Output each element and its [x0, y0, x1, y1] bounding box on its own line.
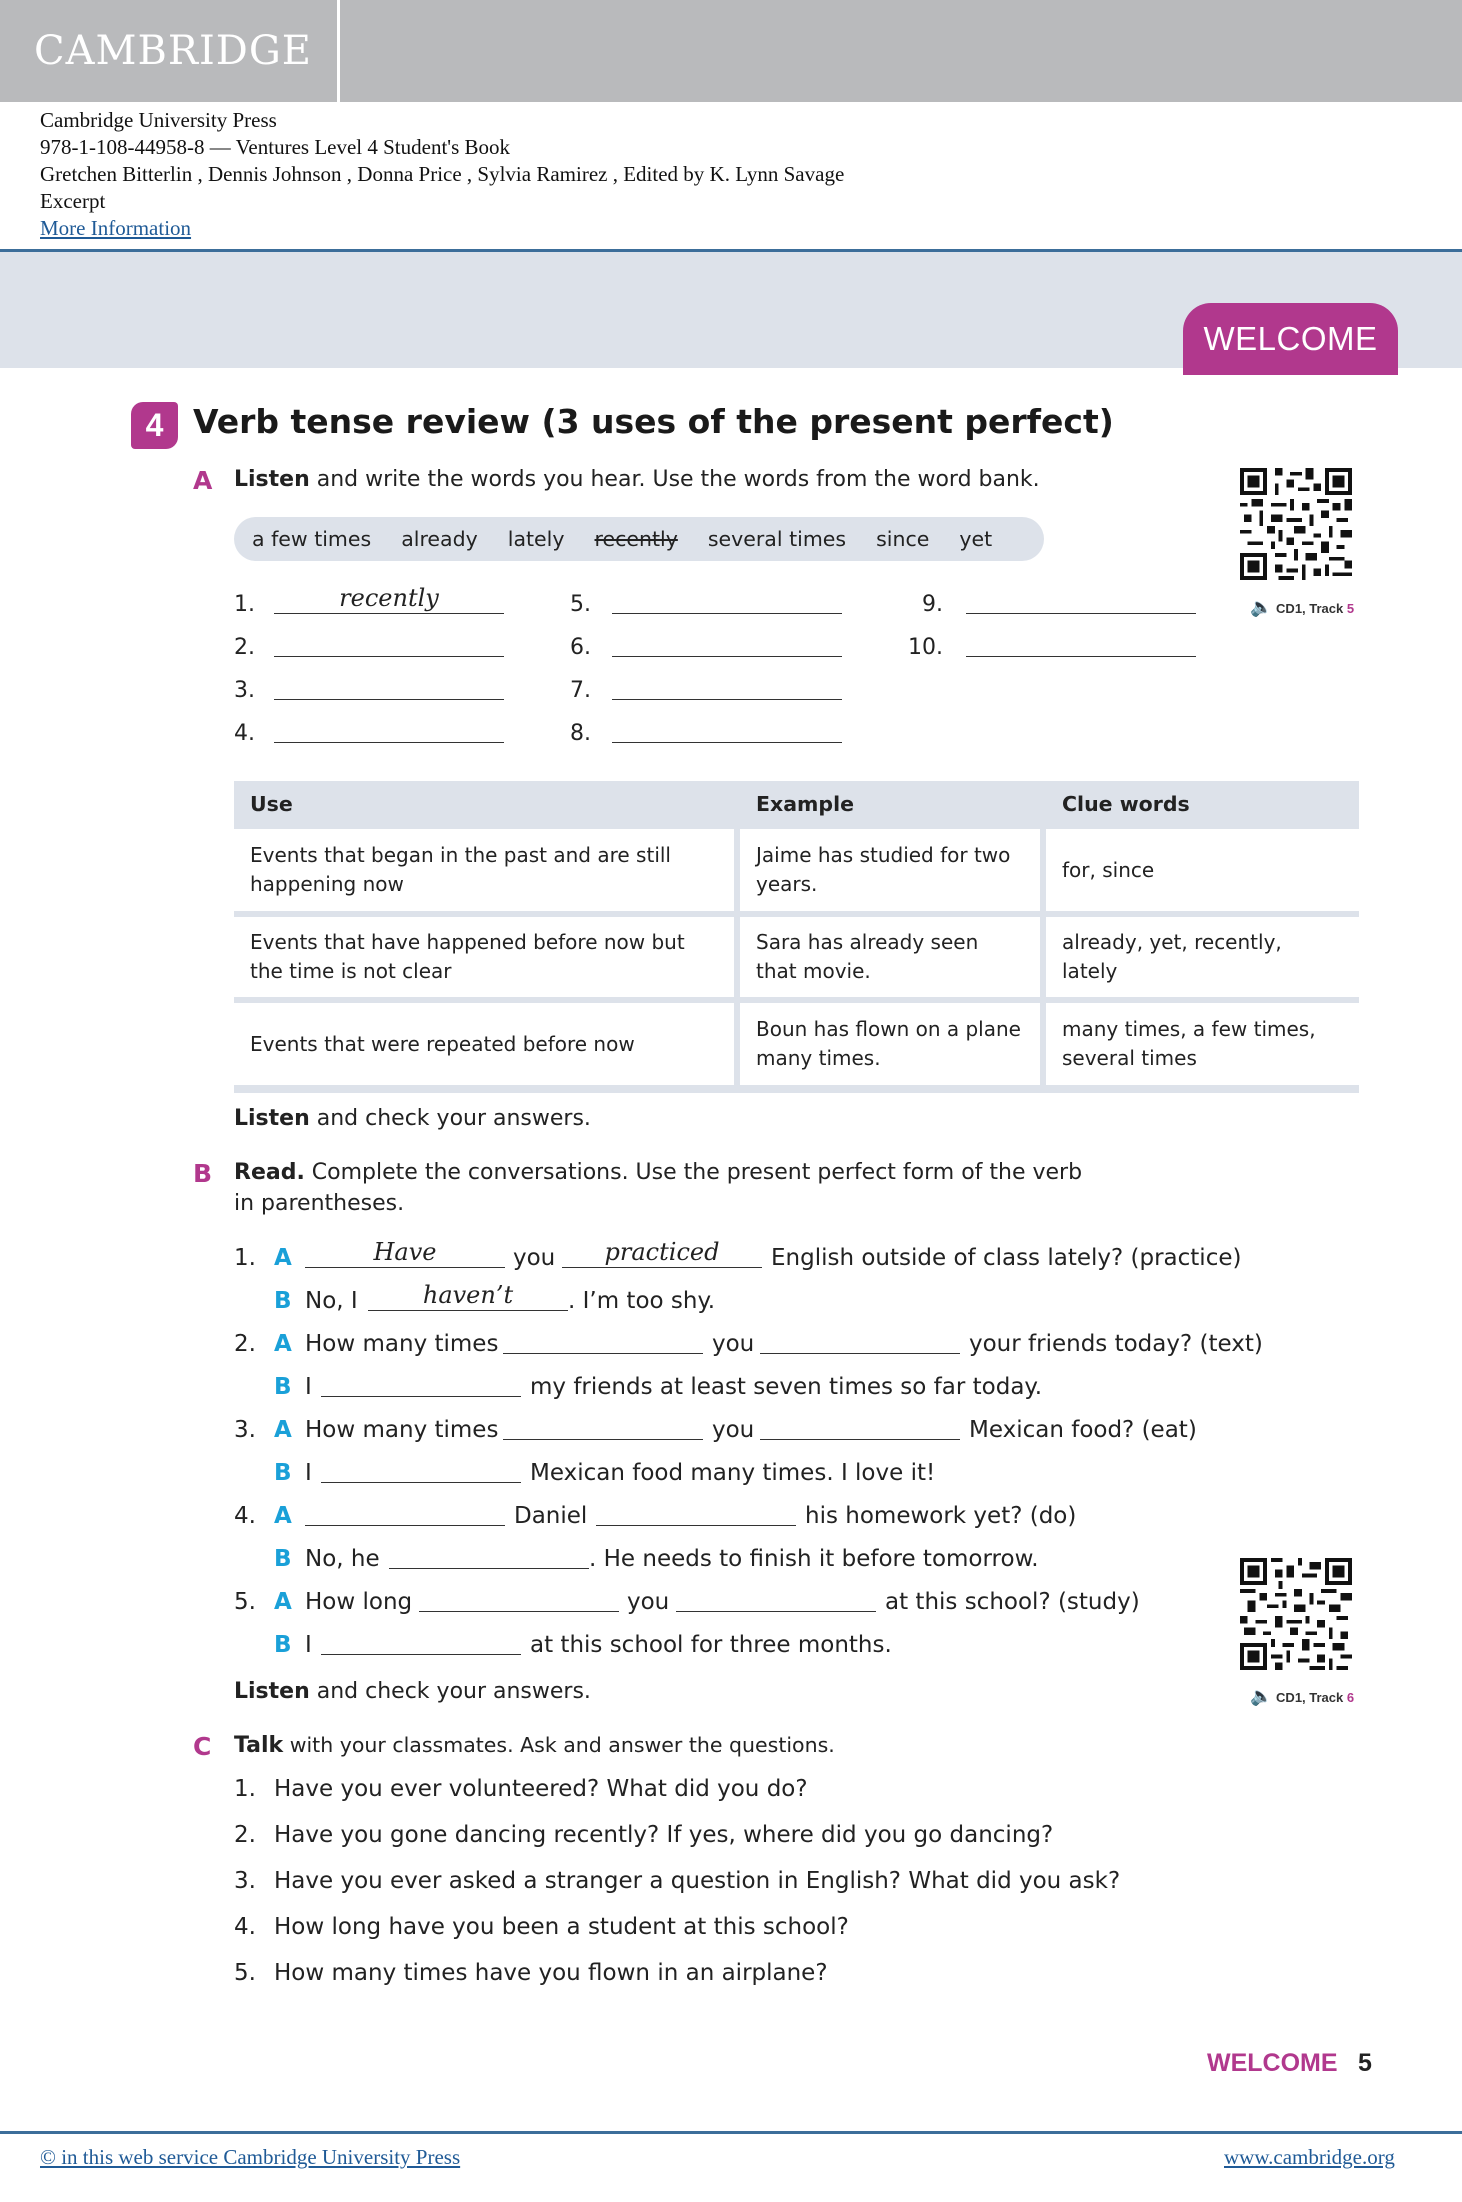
publisher-line: Cambridge University Press	[40, 108, 277, 132]
blank-number: 4.	[234, 721, 255, 746]
conversation-text: Mexican food many times. I love it!	[530, 1460, 936, 1486]
conversation-text: . He needs to finish it before tomorrow.	[589, 1546, 1039, 1572]
answer-blank[interactable]	[503, 1352, 703, 1354]
part-b-check-answers	[234, 1679, 591, 1704]
speaker-b-label: B	[274, 1288, 292, 1314]
speaker-a-label: A	[274, 1331, 292, 1357]
answer-blank[interactable]	[676, 1610, 876, 1612]
header-divider	[337, 0, 340, 102]
question-number: 2.	[234, 1822, 256, 1848]
conversation-text: you	[627, 1589, 670, 1615]
speaker-a-label: A	[274, 1245, 292, 1271]
speaker-b-label: B	[274, 1632, 292, 1658]
word-bank-item: a few times	[252, 527, 372, 551]
table-header-cell: Use	[234, 781, 734, 829]
part-a-check-answers	[234, 1106, 591, 1131]
section-number-badge: 4	[131, 402, 178, 449]
blank-number: 9.	[922, 592, 943, 617]
handwritten-answer: recently	[339, 584, 439, 612]
audio-track-text: CD1, Track	[1276, 1690, 1347, 1705]
part-a-instruction-verb: Listen	[234, 467, 310, 492]
speaker-b-label: B	[274, 1374, 292, 1400]
answer-blank[interactable]	[612, 698, 842, 700]
table-cell: Sara has already seen that movie.	[756, 930, 979, 983]
speaker-a-label: A	[274, 1589, 292, 1615]
table-row	[234, 917, 1359, 997]
question-number: 1.	[234, 1776, 256, 1802]
answer-blank[interactable]	[305, 1524, 505, 1526]
answer-blank[interactable]	[274, 612, 504, 614]
conversation-number: 2.	[234, 1331, 256, 1357]
answer-blank[interactable]	[321, 1653, 521, 1655]
answer-blank[interactable]	[419, 1610, 619, 1612]
speaker-icon: 🔈	[1250, 1686, 1273, 1706]
table-cell: already, yet, recently, lately	[1062, 930, 1282, 983]
question-text: Have you ever volunteered? What did you do?	[274, 1776, 808, 1802]
part-a-instruction	[234, 467, 1040, 492]
part-b-instruction-line2: in parentheses.	[234, 1191, 405, 1216]
check-text: and check your answers.	[309, 1106, 591, 1131]
conversation-text: you	[712, 1331, 755, 1357]
conversation-text: No, he	[305, 1546, 380, 1572]
conversation-text: you	[712, 1417, 755, 1443]
table-row	[234, 829, 1359, 911]
speaker-a-label: A	[274, 1417, 292, 1443]
handwritten-answer: Have	[373, 1238, 437, 1266]
speaker-b-label: B	[274, 1546, 292, 1572]
answer-blank[interactable]	[612, 612, 842, 614]
blank-number: 3.	[234, 678, 255, 703]
conversation-text: How many times	[305, 1331, 499, 1357]
conversation-text: Daniel	[514, 1503, 588, 1529]
check-text: and check your answers.	[309, 1679, 591, 1704]
conversation-number: 4.	[234, 1503, 256, 1529]
question-number: 3.	[234, 1868, 256, 1894]
part-b-letter: B	[193, 1159, 213, 1188]
answer-blank[interactable]	[760, 1352, 960, 1354]
question-number: 4.	[234, 1914, 256, 1940]
qr-code-track-6[interactable]	[1240, 1558, 1352, 1670]
conversation-text: . I’m too shy.	[568, 1288, 716, 1314]
question-text: How long have you been a student at this school?	[274, 1914, 849, 1940]
question-text: How many times have you flown in an airplane?	[274, 1960, 828, 1986]
speaker-icon: 🔈	[1250, 597, 1273, 617]
table-cell: Events that have happened before now but the time is not clear	[250, 930, 685, 983]
page-number: 5	[1358, 2049, 1372, 2077]
answer-blank[interactable]	[612, 741, 842, 743]
answer-blank[interactable]	[389, 1567, 589, 1569]
conversation-number: 5.	[234, 1589, 256, 1615]
question-text: Have you ever asked a stranger a question in English? What did you ask?	[274, 1868, 1121, 1894]
audio-track-text: CD1, Track	[1276, 601, 1347, 616]
conversation-text: I	[305, 1460, 312, 1486]
conversation-text: his homework yet? (do)	[805, 1503, 1077, 1529]
table-column-divider	[734, 781, 740, 1085]
table-cell: Events that were repeated before now	[250, 1031, 635, 1056]
blank-number: 5.	[570, 592, 591, 617]
table-header-cell: Clue words	[1046, 781, 1359, 829]
answer-blank[interactable]	[596, 1524, 796, 1526]
part-a-letter: A	[193, 466, 213, 495]
word-bank-item: since	[876, 527, 930, 551]
word-bank-item: already	[401, 527, 478, 551]
conversation-text: my friends at least seven times so far today.	[530, 1374, 1043, 1400]
part-b-instruction-text: Complete the conversations. Use the present perfect form of the verb	[304, 1160, 1083, 1185]
conversation-text: your friends today? (text)	[969, 1331, 1263, 1357]
audio-track-number: 6	[1346, 1690, 1355, 1705]
blank-number: 1.	[234, 592, 255, 617]
part-c-instruction-text: with your classmates. Ask and answer the questions.	[283, 1733, 835, 1757]
check-verb: Listen	[234, 1679, 310, 1704]
table-cell: Boun has flown on a plane many times.	[756, 1017, 1021, 1070]
handwritten-answer: haven’t	[422, 1281, 514, 1309]
cambridge-site-link[interactable]: www.cambridge.org	[1224, 2145, 1395, 2169]
blank-number: 10.	[908, 635, 943, 660]
welcome-tab: WELCOME	[1183, 303, 1398, 375]
conversation-text: you	[513, 1245, 556, 1271]
authors-line: Gretchen Bitterlin , Dennis Johnson , Donna Price , Sylvia Ramirez , Edited by K. Lynn Savage	[40, 162, 845, 186]
table-header-cell: Example	[740, 781, 1040, 829]
grammar-table	[234, 781, 1359, 1093]
conversation-text: I	[305, 1374, 312, 1400]
word-bank	[234, 517, 1044, 561]
conversation-text: How long	[305, 1589, 413, 1615]
question-text: Have you gone dancing recently? If yes, where did you go dancing?	[274, 1822, 1054, 1848]
answer-blank[interactable]	[274, 655, 504, 657]
part-b-instruction-verb: Read.	[234, 1160, 305, 1185]
excerpt-line: Excerpt	[40, 189, 106, 213]
more-information-link[interactable]: More Information	[40, 216, 192, 240]
word-bank-item: several times	[707, 527, 847, 551]
word-bank-item: yet	[959, 527, 993, 551]
answer-blank[interactable]	[321, 1395, 521, 1397]
answer-blank[interactable]	[760, 1438, 960, 1440]
conversation-text: at this school for three months.	[530, 1632, 892, 1658]
copyright-link[interactable]: © in this web service Cambridge University Press	[40, 2145, 461, 2169]
word-bank-item: lately	[507, 527, 565, 551]
page-footer-unit: WELCOME	[1207, 2049, 1338, 2077]
conversation-text: Mexican food? (eat)	[969, 1417, 1197, 1443]
answer-blank[interactable]	[503, 1438, 703, 1440]
answer-blank[interactable]	[562, 1266, 762, 1268]
part-a-instruction-text: and write the words you hear. Use the words from the word bank.	[309, 467, 1040, 492]
isbn-line: 978-1-108-44958-8 — Ventures Level 4 Student's Book	[40, 135, 511, 159]
blank-number: 2.	[234, 635, 255, 660]
speaker-a-label: A	[274, 1503, 292, 1529]
speaker-b-label: B	[274, 1460, 292, 1486]
blank-number: 7.	[570, 678, 591, 703]
check-verb: Listen	[234, 1106, 310, 1131]
table-cell: many times, a few times, several times	[1062, 1017, 1316, 1070]
question-number: 5.	[234, 1960, 256, 1986]
table-column-divider	[1040, 781, 1046, 1085]
conversation-text: How many times	[305, 1417, 499, 1443]
table-header-row	[234, 781, 1359, 829]
handwritten-answer: practiced	[604, 1238, 720, 1266]
answer-blank[interactable]	[274, 698, 504, 700]
conversation-text: English outside of class lately? (practice)	[771, 1245, 1242, 1271]
word-bank-item-crossed-out: recently	[594, 527, 678, 551]
answer-blank[interactable]	[274, 741, 504, 743]
answer-blank[interactable]	[368, 1309, 568, 1311]
blank-number: 6.	[570, 635, 591, 660]
conversation-number: 1.	[234, 1245, 256, 1271]
table-cell: Events that began in the past and are still happening now	[250, 843, 671, 896]
footer-rule	[0, 2131, 1462, 2134]
qr-code-track-5[interactable]	[1240, 468, 1352, 580]
table-bottom-border	[234, 1085, 1359, 1093]
audio-track-label[interactable]	[1250, 1686, 1354, 1707]
audio-track-label[interactable]	[1250, 597, 1354, 618]
answer-blank[interactable]	[612, 655, 842, 657]
answer-blank[interactable]	[305, 1266, 505, 1268]
answer-blank[interactable]	[966, 612, 1196, 614]
section-title: Verb tense review (3 uses of the present perfect)	[193, 402, 1114, 441]
table-cell: for, since	[1062, 857, 1155, 882]
table-cell: Jaime has studied for two years.	[756, 843, 1011, 896]
answer-blank[interactable]	[966, 655, 1196, 657]
conversation-number: 3.	[234, 1417, 256, 1443]
part-c-instruction-verb: Talk	[234, 1733, 284, 1758]
blank-number: 8.	[570, 721, 591, 746]
conversation-text: I	[305, 1632, 312, 1658]
answer-blank[interactable]	[321, 1481, 521, 1483]
part-c-letter: C	[193, 1732, 212, 1761]
conversation-text: No, I	[305, 1288, 358, 1314]
table-row	[234, 1003, 1359, 1085]
part-b-instruction	[234, 1160, 1082, 1185]
cambridge-logo: CAMBRIDGE	[34, 28, 312, 74]
conversation-text: at this school? (study)	[885, 1589, 1140, 1615]
part-c-instruction	[234, 1733, 835, 1758]
audio-track-number: 5	[1346, 601, 1355, 616]
